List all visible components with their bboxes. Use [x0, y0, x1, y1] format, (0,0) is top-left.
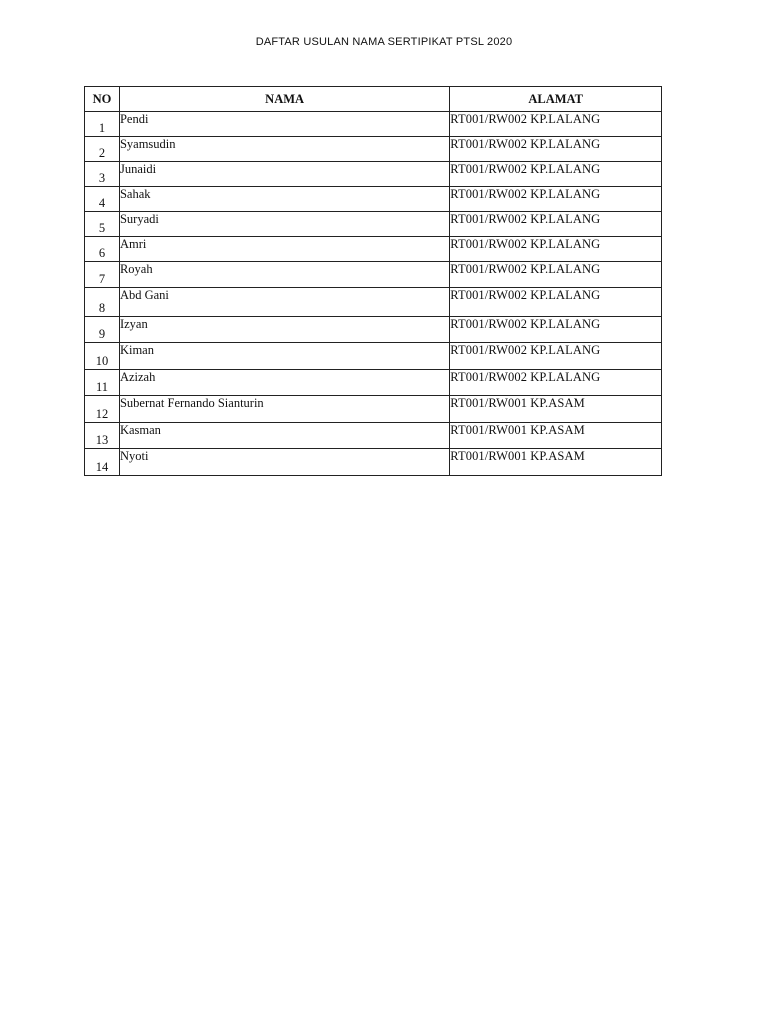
cell-no: 6: [85, 237, 120, 262]
cell-nama: Abd Gani: [119, 288, 449, 317]
table-row: [85, 162, 662, 187]
cell-alamat: RT001/RW002 KP.LALANG: [450, 212, 662, 237]
cell-nama: Azizah: [119, 370, 449, 396]
table-row: [85, 137, 662, 162]
cell-nama: Izyan: [119, 317, 449, 343]
cell-alamat: RT001/RW002 KP.LALANG: [450, 237, 662, 262]
table-row: [85, 423, 662, 449]
table-row: [85, 449, 662, 476]
cell-no: 14: [85, 449, 120, 476]
table-row: [85, 396, 662, 423]
cell-no: 8: [85, 288, 120, 317]
cell-alamat: RT001/RW002 KP.LALANG: [450, 187, 662, 212]
cell-no: 9: [85, 317, 120, 343]
cell-nama: Amri: [119, 237, 449, 262]
table-row: [85, 343, 662, 370]
header-alamat: ALAMAT: [450, 87, 662, 112]
table-row: [85, 187, 662, 212]
table-row: [85, 262, 662, 288]
cell-no: 1: [85, 112, 120, 137]
cell-nama: Nyoti: [119, 449, 449, 476]
cell-nama: Subernat Fernando Sianturin: [119, 396, 449, 423]
cell-nama: Pendi: [119, 112, 449, 137]
cell-nama: Royah: [119, 262, 449, 288]
cell-no: 3: [85, 162, 120, 187]
cell-alamat: RT001/RW002 KP.LALANG: [450, 162, 662, 187]
cell-no: 13: [85, 423, 120, 449]
header-no: NO: [85, 87, 120, 112]
header-nama: NAMA: [119, 87, 449, 112]
cell-no: 4: [85, 187, 120, 212]
cell-alamat: RT001/RW001 KP.ASAM: [450, 423, 662, 449]
cell-alamat: RT001/RW001 KP.ASAM: [450, 396, 662, 423]
cell-nama: Suryadi: [119, 212, 449, 237]
cell-nama: Syamsudin: [119, 137, 449, 162]
table-row: [85, 288, 662, 317]
document-title: DAFTAR USULAN NAMA SERTIPIKAT PTSL 2020: [255, 36, 513, 48]
table-row: [85, 212, 662, 237]
cell-alamat: RT001/RW002 KP.LALANG: [450, 317, 662, 343]
cell-nama: Kasman: [119, 423, 449, 449]
cell-alamat: RT001/RW002 KP.LALANG: [450, 343, 662, 370]
cell-no: 7: [85, 262, 120, 288]
cell-no: 12: [85, 396, 120, 423]
cell-nama: Junaidi: [119, 162, 449, 187]
cell-alamat: RT001/RW002 KP.LALANG: [450, 288, 662, 317]
table-row: [85, 370, 662, 396]
cell-alamat: RT001/RW002 KP.LALANG: [450, 262, 662, 288]
cell-alamat: RT001/RW002 KP.LALANG: [450, 112, 662, 137]
table-row: [85, 112, 662, 137]
cell-no: 2: [85, 137, 120, 162]
name-list-table: [84, 86, 662, 476]
cell-alamat: RT001/RW001 KP.ASAM: [450, 449, 662, 476]
cell-alamat: RT001/RW002 KP.LALANG: [450, 370, 662, 396]
cell-no: 10: [85, 343, 120, 370]
cell-nama: Sahak: [119, 187, 449, 212]
table-row: [85, 237, 662, 262]
cell-no: 11: [85, 370, 120, 396]
table-header-row: [85, 87, 662, 112]
cell-alamat: RT001/RW002 KP.LALANG: [450, 137, 662, 162]
table-row: [85, 317, 662, 343]
cell-nama: Kiman: [119, 343, 449, 370]
cell-no: 5: [85, 212, 120, 237]
